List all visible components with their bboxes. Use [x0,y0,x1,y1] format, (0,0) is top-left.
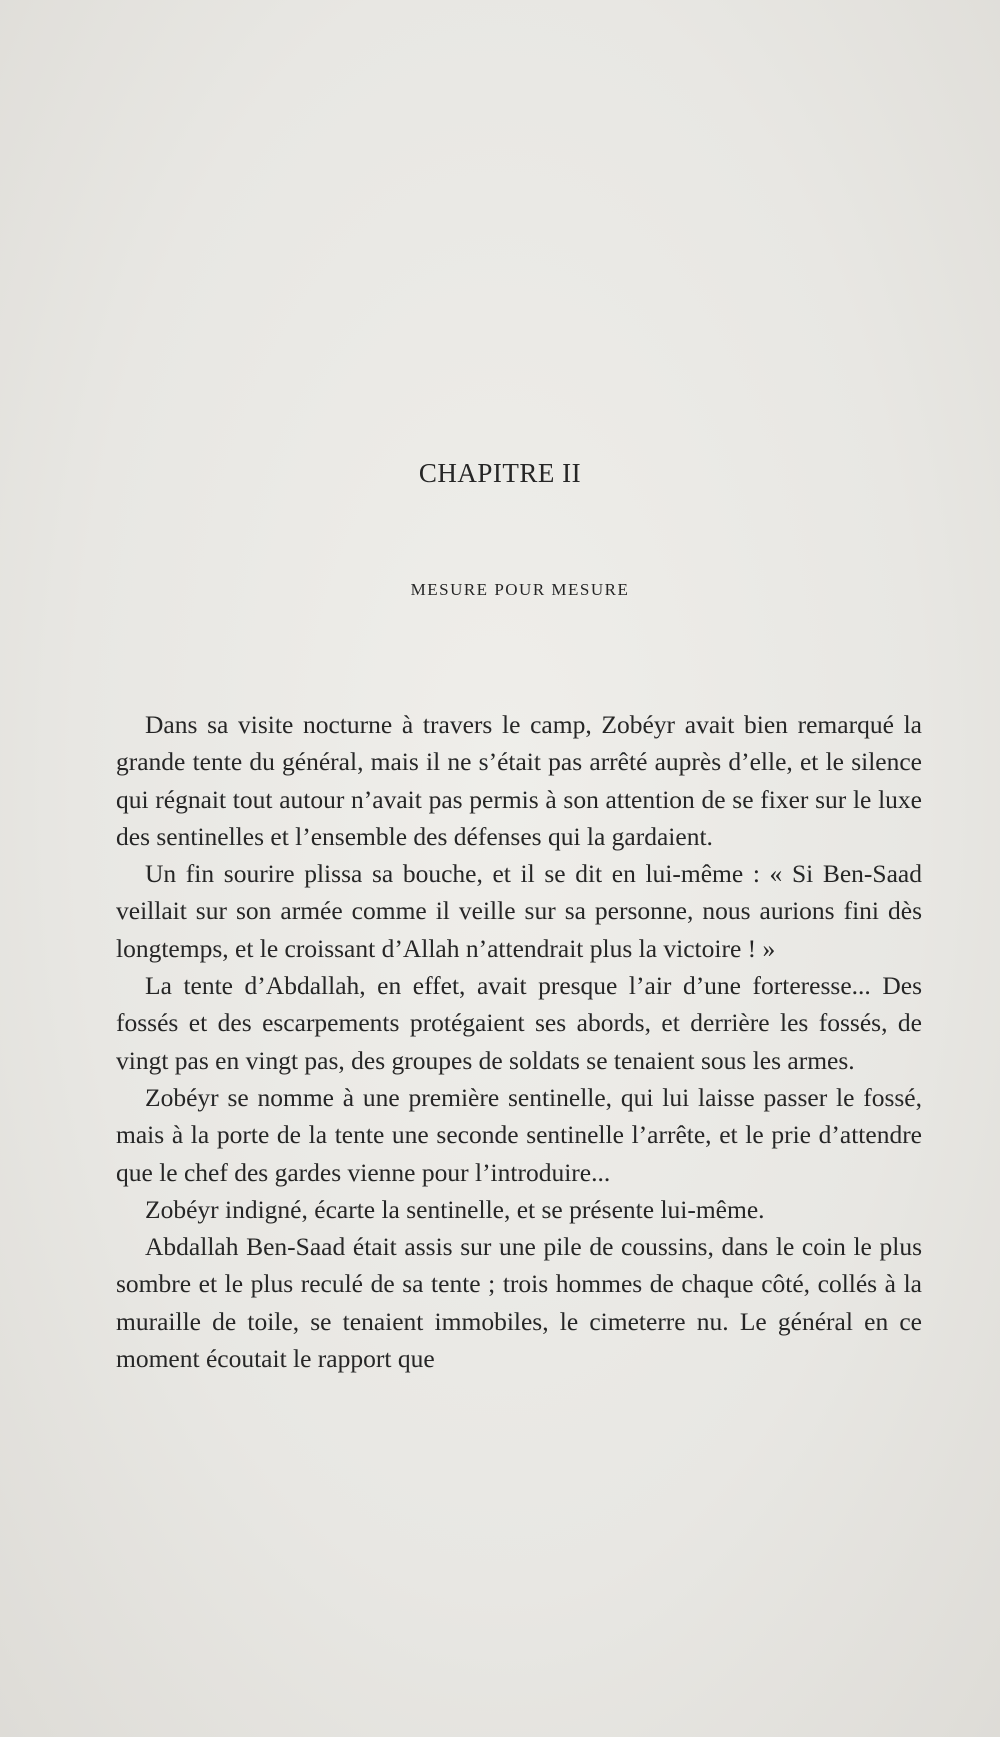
chapter-title: CHAPITRE II [418,458,582,488]
paragraph: Dans sa visite nocturne à travers le camp, Zobéyr avait bien remarqué la grande tente du général, mais il ne s’était pas arrêté auprès d’elle, et le silence qui régnait tout autour n’avait pas permis à son attention de se fixer sur le luxe des sentinelles et l’ensemble des défenses qui la gardaient. [116,710,922,851]
paragraph: La tente d’Abdallah, en effet, avait presque l’air d’une forteresse... Des fossés et des escarpements protégaient ses abords, et derrière les fossés, de vingt pas en vingt pas, des groupes de soldats se tenaient sous les armes. [116,971,922,1075]
paragraph: Abdallah Ben-Saad était assis sur une pile de coussins, dans le coin le plus sombre et le plus reculé de sa tente ; trois hommes de chaque côté, collés à la muraille de toile, se tenaient immobiles, le cimeterre nu. Le général en ce moment écoutait le rapport que [116,1232,922,1374]
paragraph: Un fin sourire plissa sa bouche, et il se dit en lui-même : « Si Ben-Saad veillait sur son armée comme il veille sur sa personne, nous aurions fini dès longtemps, et le croissant d’Allah n’attendrait plus la victoire ! » [116,859,922,963]
paragraph: Zobéyr indigné, écarte la sentinelle, et se présente lui-même. [145,1194,765,1224]
body-text [116,706,922,1377]
paragraph: Zobéyr se nomme à une première sentinelle, qui lui laisse passer le fossé, mais à la porte de la tente une seconde sentinelle l’arrête, et le prie d’attendre que le chef des gardes vienne pour l’introduire... [116,1082,922,1187]
chapter-subtitle: MESURE POUR MESURE [410,580,630,599]
